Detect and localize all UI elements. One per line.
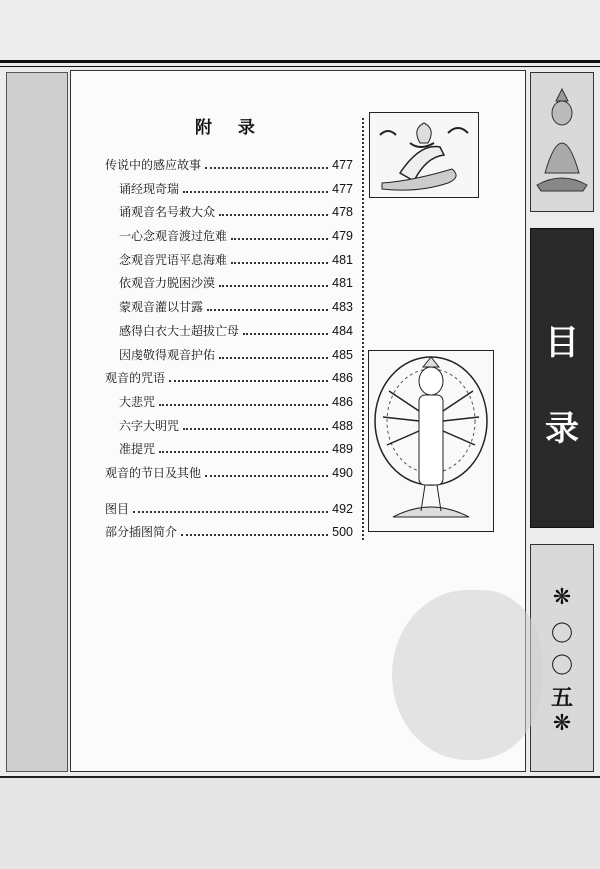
toc-leader-dots [231, 262, 328, 264]
toc-entry-title: 部分插图简介 [105, 525, 178, 540]
toc-entry-title: 因虔敬得观音护佑 [119, 347, 216, 362]
toc-entry-page: 481 [332, 252, 353, 267]
toc-entry-page: 478 [332, 205, 353, 220]
section-tab-contents [530, 228, 594, 528]
toc-leader-dots [169, 380, 328, 382]
toc-entry-page: 500 [332, 525, 353, 540]
toc-entry-page: 489 [332, 442, 353, 457]
toc-leader-dots [183, 428, 328, 430]
toc-entry-title: 念观音咒语平息海难 [119, 252, 228, 267]
vertical-dotted-divider [362, 118, 364, 540]
toc-entry[interactable] [105, 296, 353, 320]
toc-entry-title: 诵经现奇瑞 [119, 181, 180, 196]
toc-entry-title: 诵观音名号救大众 [119, 205, 216, 220]
toc-leader-dots [231, 238, 328, 240]
toc-entry-page: 492 [332, 501, 353, 516]
toc-entry-page: 488 [332, 418, 353, 433]
toc-leader-dots [159, 404, 328, 406]
lotus-hand-illustration [369, 112, 479, 198]
toc-entry-title: 传说中的感应故事 [105, 158, 202, 172]
guanyin-portrait-tab [530, 72, 594, 212]
toc-entry[interactable] [105, 462, 353, 486]
table-of-contents [105, 154, 353, 545]
flower-ornament-top: ❋ [552, 585, 572, 610]
left-gray-strip [6, 72, 68, 772]
toc-entry[interactable] [105, 201, 353, 225]
toc-entry[interactable] [105, 521, 353, 545]
page-heading: 附 录 [195, 118, 265, 138]
toc-entry-page: 483 [332, 300, 353, 315]
toc-entry-page: 479 [332, 229, 353, 244]
toc-entry[interactable] [105, 498, 353, 522]
toc-leader-dots [219, 357, 328, 359]
toc-leader-dots [183, 191, 328, 193]
toc-entry-title: 一心念观音渡过危难 [119, 229, 228, 244]
toc-leader-dots [205, 167, 328, 169]
toc-entry-title: 六字大明咒 [119, 418, 180, 433]
toc-entry[interactable] [105, 178, 353, 202]
toc-leader-dots [133, 511, 328, 513]
toc-leader-dots [207, 309, 328, 311]
tab-char-lu: 录 [545, 409, 579, 449]
toc-entry[interactable] [105, 344, 353, 368]
flower-ornament-bottom: ❋ [552, 711, 572, 736]
toc-entry[interactable] [105, 249, 353, 273]
toc-entry-page: 481 [332, 276, 353, 291]
page-digit-1: 〇 [550, 622, 573, 647]
toc-entry-page: 486 [332, 371, 353, 386]
toc-entry-page: 477 [332, 158, 353, 172]
toc-entry[interactable] [105, 225, 353, 249]
top-rule-thin [0, 66, 600, 67]
toc-entry-title: 蒙观音灌以甘露 [119, 300, 204, 315]
toc-entry[interactable] [105, 438, 353, 462]
toc-entry[interactable] [105, 320, 353, 344]
toc-entry[interactable] [105, 391, 353, 415]
seal-watermark [392, 590, 542, 760]
toc-entry[interactable] [105, 154, 353, 178]
toc-entry-page: 486 [332, 394, 353, 409]
toc-entry-page: 485 [332, 347, 353, 362]
thousand-armed-guanyin-illustration [368, 350, 494, 532]
toc-entry[interactable] [105, 367, 353, 391]
toc-entry-title: 观音的咒语 [105, 371, 166, 386]
toc-entry-page: 490 [332, 465, 353, 480]
toc-leader-dots [219, 214, 328, 216]
toc-entry-title: 图目 [105, 501, 130, 516]
toc-entry-page: 477 [332, 181, 353, 196]
toc-entry-title: 依观音力脱困沙漠 [119, 276, 216, 291]
page-digit-3: 五 [550, 685, 573, 711]
toc-leader-dots [205, 475, 328, 477]
toc-entry-title: 感得白衣大士超拔亡母 [119, 323, 240, 338]
toc-entry-title: 大悲咒 [119, 394, 156, 409]
bottom-band [0, 778, 600, 869]
toc-leader-dots [219, 285, 328, 287]
toc-entry[interactable] [105, 272, 353, 296]
toc-entry[interactable] [105, 415, 353, 439]
toc-entry-title: 观音的节日及其他 [105, 465, 202, 480]
toc-entry-page: 484 [332, 323, 353, 338]
toc-leader-dots [243, 333, 328, 335]
tab-char-mu: 目 [545, 323, 579, 363]
page-digit-2: 〇 [550, 654, 573, 679]
toc-entry-title: 准提咒 [119, 442, 156, 457]
toc-leader-dots [159, 451, 328, 453]
top-rule [0, 60, 600, 63]
toc-leader-dots [181, 534, 328, 536]
